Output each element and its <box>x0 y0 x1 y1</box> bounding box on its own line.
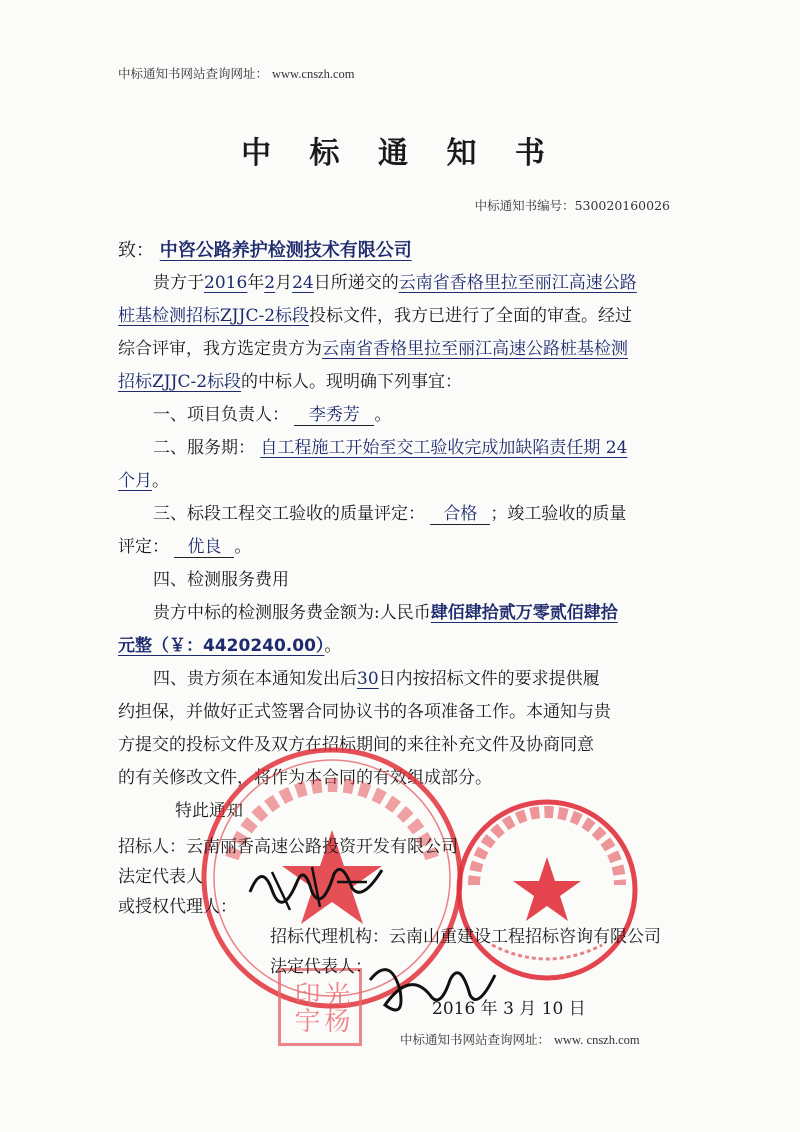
personal-seal: 光杨印宇 <box>278 968 362 1046</box>
recipient-name: 中咨公路养护检测技术有限公司 <box>159 240 412 261</box>
footer-url[interactable]: www. cnszh.com <box>554 1033 640 1047</box>
header-url[interactable]: www.cnszh.com <box>272 67 355 81</box>
fee-amount: 元整（￥：4420240.00） <box>118 636 325 656</box>
text: 四、贵方须在本通知发出后 <box>153 669 357 689</box>
day: 24 <box>292 273 314 293</box>
footer-query <box>400 1030 640 1048</box>
tenderer-line: 招标人：云南丽香高速公路投资开发有限公司 <box>118 837 458 857</box>
text: 投标文件，我方已进行了全面的审查。经过 <box>309 306 633 326</box>
acceptance-rating: 合格 <box>430 499 490 525</box>
legal-rep-line: 法定代表人 <box>118 867 203 887</box>
project-name: 云南省香格里拉至丽江高速公路 <box>398 273 637 293</box>
completion-rating: 优良 <box>174 532 234 558</box>
authorized-line: 或授权代理人： <box>118 897 237 917</box>
p4-line-1 <box>153 664 600 689</box>
item-2 <box>153 433 627 458</box>
fee-line-1 <box>153 598 618 623</box>
tenderer-signature <box>242 852 392 926</box>
to-prefix: 致： <box>118 240 154 261</box>
item-3 <box>153 499 626 525</box>
agency-rep-line: 法定代表人： <box>270 957 372 977</box>
text: 。 <box>374 405 392 425</box>
notice-number: 中标通知书编号：530020160026 <box>474 198 670 213</box>
item-label: 一、项目负责人： <box>153 405 289 425</box>
project-manager: 李秀芳 <box>294 400 374 426</box>
text: 。 <box>324 636 342 656</box>
fee-amount-words: 肆佰肆拾贰万零贰佰肆拾 <box>430 603 618 623</box>
year: 2016 <box>204 273 248 293</box>
service-period: 个月 <box>118 471 152 491</box>
fee-line-2 <box>118 631 341 656</box>
header-query-label: 中标通知书网站查询网址： <box>118 66 269 81</box>
text: 。 <box>234 537 252 557</box>
item-4: 四、检测服务费用 <box>153 570 289 590</box>
text: 日内按招标文件的要求提供履 <box>378 669 600 689</box>
item-2-cont <box>118 466 169 491</box>
item-label: 三、标段工程交工验收的质量评定： <box>153 504 425 524</box>
agency-line: 招标代理机构：云南山重建设工程招标咨询有限公司 <box>270 927 661 947</box>
item-1 <box>153 400 391 426</box>
notice-text: 特此通知 <box>175 801 243 821</box>
body-line-2 <box>118 301 632 326</box>
p4-line-4: 的有关修改文件，将作为本合同的有效组成部分。 <box>118 768 492 788</box>
month: 2 <box>264 273 276 293</box>
header-query <box>118 64 355 82</box>
body-line-1 <box>153 268 637 293</box>
text: 年 <box>247 273 265 293</box>
project-name: 云南省香格里拉至丽江高速公路桩基检测 <box>322 339 628 359</box>
footer-query-label: 中标通知书网站查询网址： <box>400 1032 551 1047</box>
page-title: 中 标 通 知 书 <box>241 136 559 171</box>
text: 日所递交的 <box>313 273 399 293</box>
text: ；竣工验收的质量 <box>490 504 627 524</box>
service-period: 自工程施工开始至交工验收完成加缺陷责任期 24 <box>260 438 628 458</box>
text: 评定： <box>118 537 169 557</box>
text: 的中标人。现明确下列事宜： <box>241 372 463 392</box>
text: 贵方于 <box>153 273 204 293</box>
body-line-3 <box>118 334 628 359</box>
body-line-4 <box>118 367 462 392</box>
text: 月 <box>275 273 293 293</box>
text: 贵方中标的检测服务费金额为:人民币 <box>153 603 431 623</box>
item-label: 二、服务期： <box>153 438 255 458</box>
item-3-cont <box>118 532 251 558</box>
p4-line-2: 约担保，并做好正式签署合同协议书的各项准备工作。本通知与贵 <box>118 702 611 722</box>
p4-line-3: 方提交的投标文件及双方在招标期间的来往补充文件及协商同意 <box>118 735 594 755</box>
project-name: 招标ZJJC-2标段 <box>118 372 242 392</box>
days: 30 <box>357 669 379 689</box>
date: 2016 年 3 月 10 日 <box>432 999 586 1019</box>
text: 综合评审，我方选定贵方为 <box>118 339 322 359</box>
project-name: 桩基检测招标ZJJC-2标段 <box>118 306 310 326</box>
recipient-line <box>118 236 412 262</box>
text: 。 <box>152 471 169 491</box>
